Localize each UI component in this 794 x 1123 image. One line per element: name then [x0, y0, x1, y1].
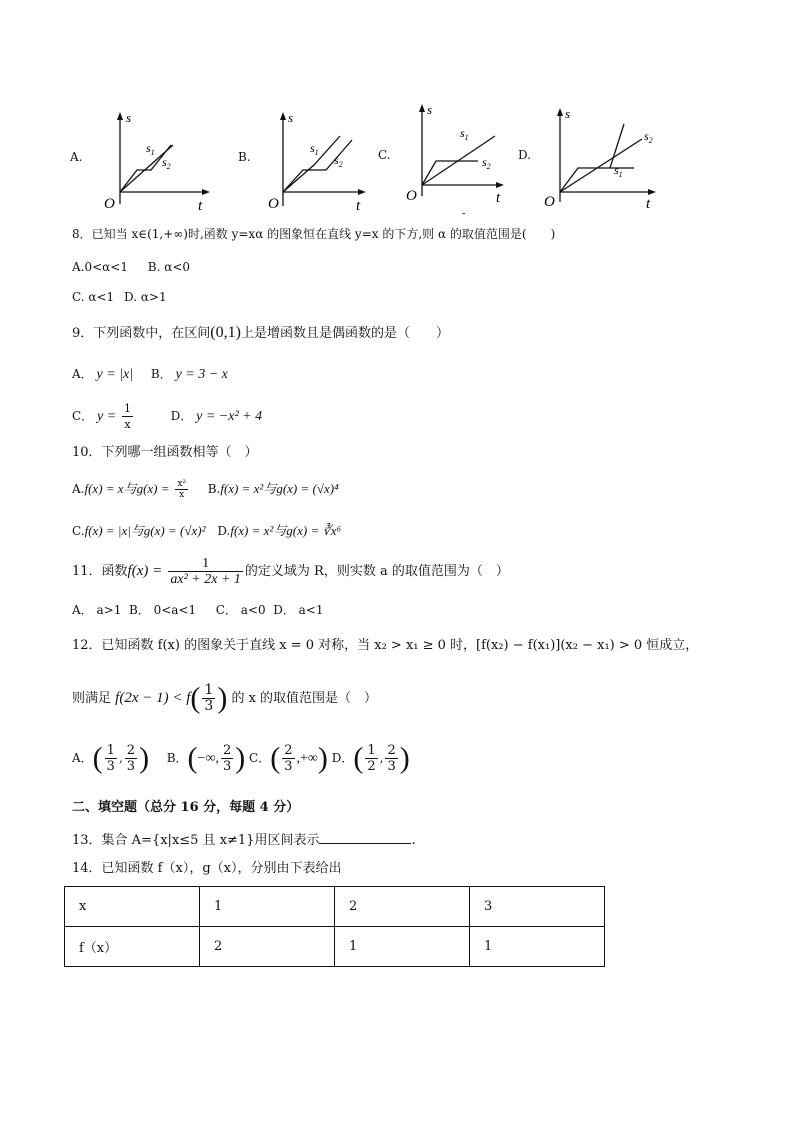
q12-option-b-right: [221, 743, 233, 774]
table-row: [65, 887, 605, 927]
graph-d-s-label: s: [565, 106, 571, 121]
table-cell: 1: [335, 927, 470, 967]
q12-option-c-right: ,+∞: [296, 751, 318, 766]
graph-c-s-label: s: [427, 102, 433, 117]
q12-option-a-left-num: 1: [106, 743, 115, 758]
q12-options: A．( $\frac{1}{3}$ , $\frac{2}{3}$ ) B．(−∞, $\frac{2}{3}$ ) C．( $\frac{2}{3}$ ,+∞) D．( $\frac{1}{2}$ , $\frac{2}{3}$ ): [72, 741, 410, 775]
q11-options: A． a>1 B． 0<a<1 C． a<0 D． a<1: [72, 603, 324, 617]
q11-stem-pre: 11．函数: [72, 564, 128, 579]
q12-option-d-right: [385, 743, 397, 774]
option-letter-c: C.: [378, 148, 391, 162]
q8-options-cd: [72, 287, 167, 307]
q10-option-b: f(x) = x²与g(x) = (√x)⁴: [220, 481, 339, 496]
section-heading: 二、填空题（总分 16 分，每题 4 分）: [72, 800, 300, 815]
graph-c-svg: [378, 100, 508, 219]
graph-b-s2-sub: 2: [338, 160, 343, 169]
q9-option-b: y = 3 − x: [175, 367, 228, 382]
q12-option-b-right-num: 2: [222, 743, 232, 758]
q12-option-d-right-num: 2: [387, 743, 396, 758]
graph-d-o-label: O: [544, 194, 555, 210]
graph-c-o-label: O: [406, 188, 417, 204]
q13-stem: [72, 829, 416, 851]
option-letter-b: B.: [238, 150, 251, 164]
graph-a-s1-sub: 1: [150, 148, 155, 157]
graph-d-s1-sub: 1: [618, 170, 623, 179]
q9-option-a-label: A．: [72, 367, 93, 381]
graph-d-t-label: t: [646, 196, 651, 212]
q12-line2-fraction: [202, 683, 215, 714]
graph-a: [70, 112, 210, 212]
q11-stem: [72, 553, 509, 590]
svg-text:s1: [146, 141, 155, 157]
q12-option-a-left-den: 3: [106, 759, 115, 774]
graph-c-t-label: t: [496, 190, 501, 206]
q10-stem: 10．下列哪一组函数相等（ ）: [72, 445, 258, 460]
q13-post: .: [411, 833, 416, 848]
q10-option-a-num: x²: [177, 479, 187, 489]
q10-option-a-den: x: [179, 490, 185, 500]
q12-option-a-left: [105, 743, 117, 774]
q10-option-c: f(x) = |x|与g(x) = (√x)²: [84, 523, 206, 538]
q12-line1: 12．已知函数 f(x) 的图象关于直线 x = 0 对称，当 x₂ > x₁ ≥ 0 时，[f(x₂) − f(x₁)](x₂ − x₁) > 0 恒成立，: [72, 638, 699, 653]
q12-option-a-right-num: 2: [126, 743, 136, 758]
graph-c-s1-sub: 1: [464, 133, 469, 142]
q12-option-c-left: [282, 743, 294, 774]
svg-text:s2: [482, 155, 491, 171]
q12-option-d-left-num: 1: [367, 743, 376, 758]
graph-b-s2-label: s: [334, 153, 339, 167]
q10-option-c-label: C.: [72, 524, 85, 538]
q11-num: 1: [168, 556, 243, 572]
graph-b-o-label: O: [268, 196, 279, 212]
q10-options-cd: [72, 521, 341, 541]
q9-option-d: y = −x² + 4: [196, 409, 263, 424]
graph-a-s2-label: s: [162, 155, 167, 169]
q12-option-a-right: [125, 743, 137, 774]
q9-stem-pre: 9．下列函数中，在区间: [72, 326, 211, 341]
svg-text:s2: [644, 129, 653, 145]
q9-option-c-num: 1: [124, 402, 132, 415]
table-cell: 2: [335, 887, 470, 927]
q12-option-d-label: D．: [331, 751, 354, 765]
svg-text:s1: [310, 141, 319, 157]
q9-stem-post: 上是增函数且是偶函数的是（ ）: [240, 326, 449, 341]
q9-option-d-label: D．: [170, 409, 193, 423]
graph-b-t-label: t: [356, 198, 361, 214]
q12-line2-den: 3: [204, 698, 214, 714]
graph-d-s2-label: s: [644, 129, 649, 143]
page-mark: -: [462, 208, 466, 219]
graph-b-svg: [238, 108, 378, 212]
q8-option-a: A.0<α<1: [72, 260, 128, 274]
svg-text:s1: [460, 126, 469, 142]
graph-a-svg: [70, 112, 210, 212]
q8-stem: 8．已知当 x∈(1,+∞)时,函数 y=xα 的图象恒在直线 y=x 的下方,则 α 的取值范围是( ): [72, 227, 556, 241]
option-letter-d: D.: [518, 148, 532, 162]
q13-answer-blank[interactable]: [319, 829, 411, 844]
q9-options-cd: [72, 398, 262, 435]
graph-d-s1-label: s: [614, 163, 619, 177]
q9-options-ab: [72, 364, 228, 385]
q12-option-a-right-den: 3: [126, 759, 136, 774]
q12-line2-post: 的 x 的取值范围是（ ）: [231, 691, 378, 706]
q13-pre: 13．集合 A={x|x≤5 且 x≠1}用区间表示: [72, 833, 320, 848]
option-letter-a: A.: [70, 150, 83, 164]
q12-option-d-left-den: 2: [367, 759, 376, 774]
q9-option-c-pre: y =: [97, 409, 117, 424]
q10-option-a-label: A.: [72, 482, 85, 496]
q8-option-b: B. α<0: [147, 260, 191, 274]
q12-option-d-left: [365, 743, 377, 774]
q11-stem-post: 的定义域为 R，则实数 a 的取值范围为（ ）: [244, 564, 509, 579]
q8-options-ab: [72, 257, 190, 277]
q12-option-d-right-den: 3: [387, 759, 396, 774]
q9-interval: (0,1): [210, 324, 241, 341]
q12-option-c-left-num: 2: [284, 743, 293, 758]
q10-option-d-label: D.: [217, 524, 231, 538]
graph-d: [518, 104, 668, 212]
graph-a-o-label: O: [104, 196, 115, 212]
table-cell: 1: [470, 927, 605, 967]
q11-den: ax² + 2x + 1: [170, 572, 241, 587]
q8-option-c: C. α<1: [72, 290, 115, 304]
graph-a-s2-sub: 2: [166, 162, 171, 171]
svg-text:s2: [162, 155, 171, 171]
q9-option-a: y = |x|: [96, 367, 134, 382]
graph-b-s1-label: s: [310, 141, 315, 155]
graph-c-s1-label: s: [460, 126, 465, 140]
svg-text:s2: [334, 153, 343, 169]
q10-option-d: f(x) = x²与g(x) = ∛x⁶: [230, 523, 342, 538]
graph-a-s-label: s: [126, 110, 132, 125]
graph-b: [238, 108, 378, 212]
graph-c-s2-sub: 2: [486, 162, 491, 171]
q9-option-c-den: x: [124, 418, 131, 431]
q9-stem: [72, 323, 449, 344]
graph-b-s1-sub: 1: [314, 148, 319, 157]
q10-option-a: f(x) = x与g(x) =: [84, 481, 170, 496]
table-cell: 3: [470, 887, 605, 927]
q12-line2-pre: 则满足: [72, 691, 112, 706]
graph-c: [378, 100, 508, 219]
q14-stem: 14．已知函数 f（x），g（x），分别由下表给出: [72, 861, 342, 876]
q11-fx: f(x) =: [127, 563, 163, 579]
svg-text:s1: [614, 163, 623, 179]
q10-option-a-fraction: [175, 479, 188, 500]
graph-d-svg: [518, 104, 668, 212]
q12-option-b-right-den: 3: [222, 759, 232, 774]
graph-b-s-label: s: [288, 110, 294, 125]
table-cell: 2: [200, 927, 335, 967]
q12-option-c-label: C．: [249, 751, 271, 765]
q12-option-a-label: A．: [72, 751, 93, 765]
graph-c-s2-label: s: [482, 155, 487, 169]
q11-fraction: [168, 556, 243, 587]
q12-option-b-left: −∞,: [197, 751, 219, 766]
q12-option-b-label: B．: [166, 751, 188, 765]
q8-option-d: D. α>1: [124, 290, 167, 304]
graph-a-s1-label: s: [146, 141, 151, 155]
q9-option-c-label: C．: [72, 409, 94, 423]
table-row: [65, 927, 605, 967]
table-cell: x: [65, 887, 200, 927]
q10-options-ab: [72, 474, 339, 504]
q10-option-b-label: B.: [207, 482, 221, 496]
function-table: [64, 886, 605, 967]
table-cell: f（x）: [65, 927, 200, 967]
graph-a-t-label: t: [198, 198, 203, 214]
table-cell: 1: [200, 887, 335, 927]
q9-option-b-label: B．: [150, 367, 172, 381]
q12-line2-expr: f(2x − 1) < f: [115, 690, 191, 706]
graph-d-s2-sub: 2: [648, 136, 653, 145]
q12-option-c-left-den: 3: [284, 759, 293, 774]
q12-line2: 则满足 f(2x − 1) < f( $\frac{1}{3}$ ) 的 x 的取值范围是（ ）: [72, 681, 378, 715]
q9-option-c-fraction: [122, 401, 133, 432]
q12-line2-num: 1: [204, 682, 214, 698]
